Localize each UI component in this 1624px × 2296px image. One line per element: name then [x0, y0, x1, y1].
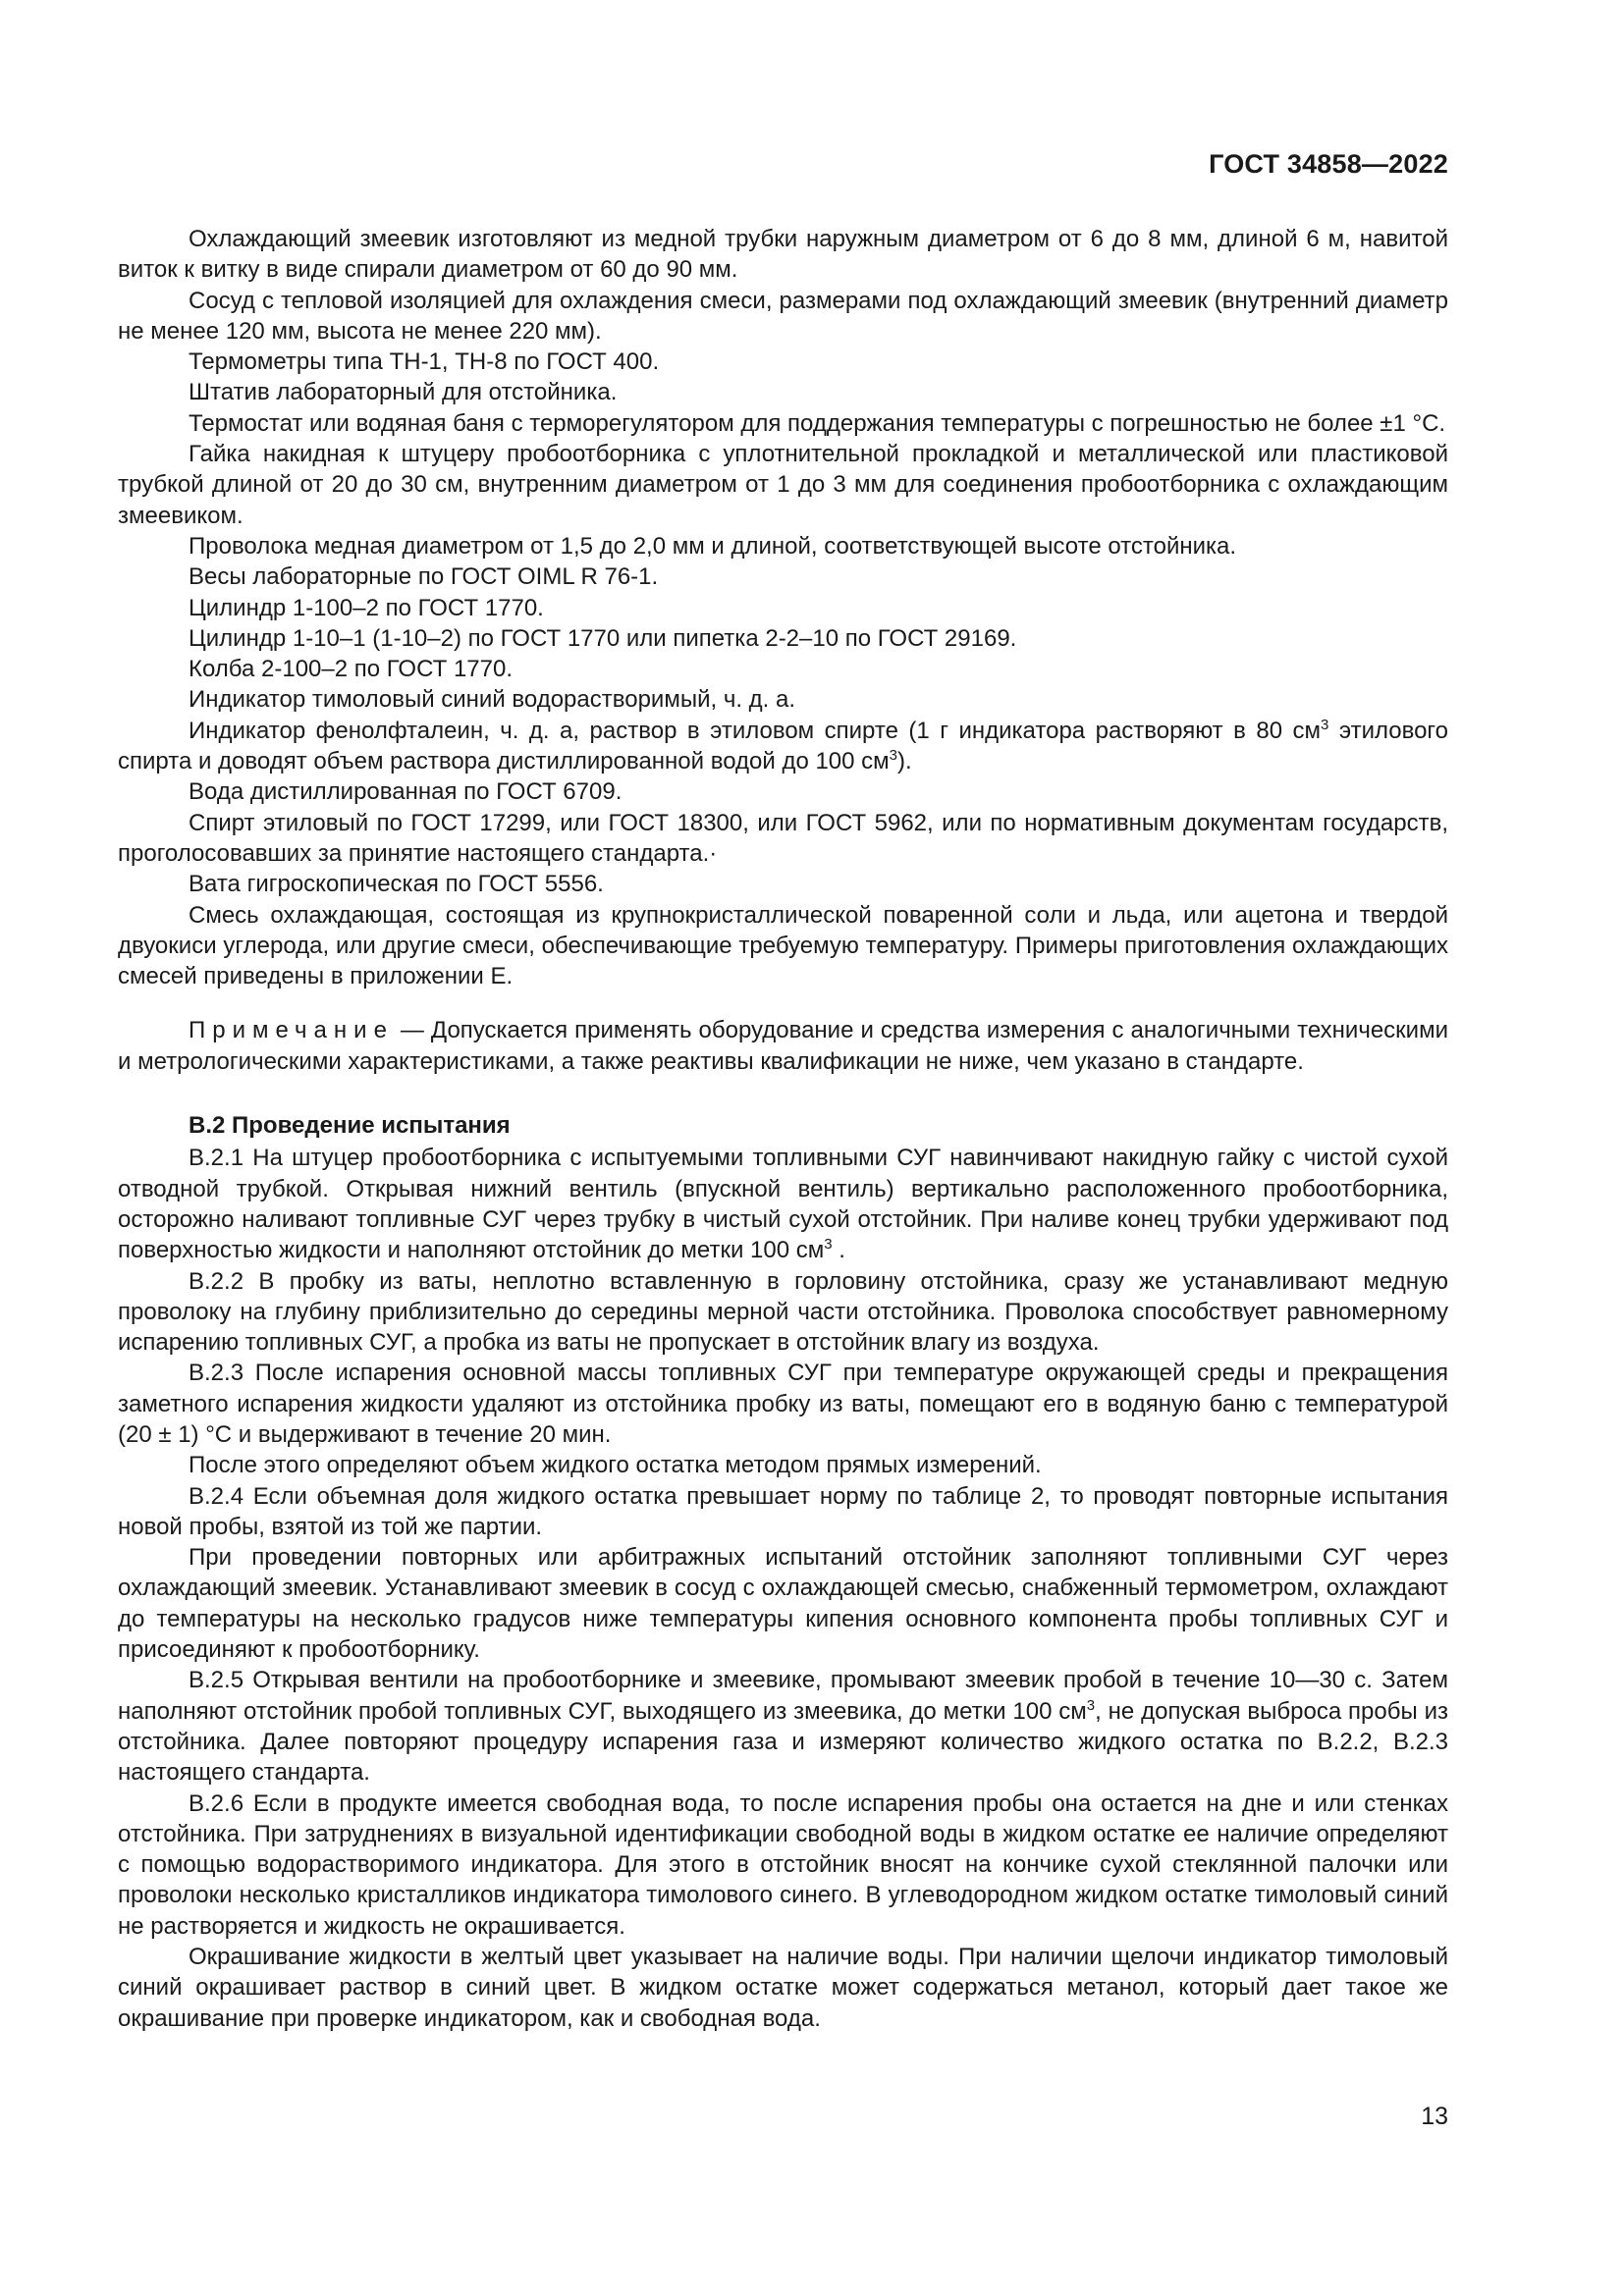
paragraph-b24: В.2.4 Если объемная доля жидкого остатка превышает норму по таблице 2, то проводят повторные испытания новой пробы, взятой из той же партии. [118, 1482, 1448, 1540]
paragraph-b23: В.2.3 После испарения основной массы топливных СУГ при температуре окружающей среды и прекращения заметного испарения жидкости удаляют из отстойника пробку из ваты, помещают его в водяную баню с температурой (20 ± 1) °С и выдерживают в течение 20 мин. [118, 1360, 1448, 1448]
paragraph-cotton-wool: Вата гигроскопическая по ГОСТ 5556. [189, 871, 604, 898]
note-label: Примечание [189, 1017, 394, 1044]
phenolphthalein-text-1: Индикатор фенолфталеин, ч. д. а, раствор в этиловом спирте (1 г индикатора растворяют в 80 см [189, 717, 1322, 744]
superscript-3: 3 [824, 1236, 833, 1254]
paragraph-nut: Гайка накидная к штуцеру пробоотборника с уплотнительной прокладкой и металлической или пластиковой трубкой длиной от 20 до 30 см, внутренним диаметром от 1 до 3 мм для соединения пробоотборника с охлаждающим змеевиком. [118, 441, 1448, 529]
superscript-3: 3 [889, 747, 898, 765]
paragraph-b26-coloring: Окрашивание жидкости в желтый цвет указывает на наличие воды. При наличии щелочи индикатор тимоловый синий окрашивает раствор в синий цвет. В жидком остатке может содержаться метанол, который дает такое же окрашивание при проверке индикатором, как и свободная вода. [118, 1944, 1448, 2032]
document-page [118, 0, 1448, 2296]
paragraph-b24-arbitration: При проведении повторных или арбитражных испытаний отстойник заполняют топливными СУГ через охлаждающий змеевик. Устанавливают змеевик в сосуд с охлаждающей смесью, снабженный термометром, охлаждают до температуры на несколько градусов ниже температуры кипения основного компонента пробы топливных СУГ и присоединяют к пробоотборнику. [118, 1544, 1448, 1664]
b25-text-end: , не допуская выброса пробы из отстойника. Далее повторяют процедуру испарения газа и измеряют количество жидкого остатка по В.2.2, В.2.3 настоящего стандарта. [118, 1697, 1448, 1787]
paragraph-thymol-indicator: Индикатор тимоловый синий водорастворимый, ч. д. а. [189, 686, 796, 714]
paragraph-b22: В.2.2 В пробку из ваты, неплотно вставленную в горловину отстойника, сразу же устанавливают медную проволоку на глубину приблизительно до середины мерной части отстойника. Проволока способствует равномерному испарению топливных СУГ, а пробка из ваты не пропускает в отстойник влагу из воздуха. [118, 1267, 1448, 1357]
paragraph-phenolphthalein [118, 716, 1448, 777]
paragraph-vessel: Сосуд с тепловой изоляцией для охлаждения смеси, размерами под охлаждающий змеевик (внутренний диаметр не менее 120 мм, высота не менее 220 мм). [118, 287, 1448, 345]
paragraph-thermometers: Термометры типа ТН-1, ТН-8 по ГОСТ 400. [189, 348, 660, 376]
paragraph-coil: Охлаждающий змеевик изготовляют из медной трубки наружным диаметром от 6 до 8 мм, длиной 6 м, навитой виток к витку в виде спирали диаметром от 60 до 90 мм. [118, 226, 1448, 284]
paragraph-scales: Весы лабораторные по ГОСТ OIML R 76-1. [189, 563, 659, 591]
b21-text: В.2.1 На штуцер пробоотборника с испытуемыми топливными СУГ навинчивают накидную гайку с чистой сухой отводной трубкой. Открывая нижний вентиль (впускной вентиль) вертикально расположенного пробоотборника, осторожно наливают топливные СУГ через трубку в чистый сухой отстойник. При наливе конец трубки удерживают под поверхностью жидкости и наполняют отстойник до метки 100 см [118, 1145, 1448, 1264]
paragraph-cylinder-10: Цилиндр 1-10–1 (1-10–2) по ГОСТ 1770 или пипетка 2-2–10 по ГОСТ 29169. [189, 624, 1017, 652]
b21-text-end: . [832, 1237, 845, 1264]
document-body [118, 224, 1448, 2034]
paragraph-thermostat: Термостат или водяная баня с терморегулятором для поддержания температуры с погрешностью не более ±1 °С. [189, 409, 1446, 437]
superscript-3: 3 [1086, 1696, 1096, 1714]
paragraph-b25 [118, 1665, 1448, 1788]
phenolphthalein-text-3: ). [897, 748, 912, 775]
paragraph-ethyl-alcohol: Спирт этиловый по ГОСТ 17299, или ГОСТ 18300, или ГОСТ 5962, или по нормативным документам государств, проголосовавших за принятие настоящего стандарта.· [118, 809, 1448, 867]
page-number: 13 [1421, 2103, 1448, 2130]
paragraph-stand: Штатив лабораторный для отстойника. [189, 379, 618, 406]
document-id-header: ГОСТ 34858—2022 [1209, 149, 1448, 179]
paragraph-b21 [118, 1143, 1448, 1265]
section-heading: В.2 Проведение испытания [189, 1112, 511, 1140]
phenolphthalein-text-2: этилового спирта и доводят объем раствора дистиллированной водой до 100 см [118, 717, 1449, 775]
b25-text: В.2.5 Открывая вентили на пробоотборнике и змеевике, промывают змеевик пробой в течение 10—30 с. Затем наполняют отстойник пробой топливных СУГ, выходящего из змеевика, до метки 100 см [118, 1667, 1448, 1725]
superscript-3: 3 [1321, 716, 1329, 733]
note-text: — Допускается применять оборудование и средства измерения с аналогичными техническими и метрологическими характеристиками, а также реактивы квалификации не ниже, чем указано в стандарте. [118, 1017, 1448, 1075]
paragraph-distilled-water: Вода дистиллированная по ГОСТ 6709. [189, 778, 623, 806]
paragraph-b26: В.2.6 Если в продукте имеется свободная вода, то после испарения пробы она остается на дне и или стенках отстойника. При затруднениях в визуальной идентификации свободной воды в жидком остатке ее наличие определяют с помощью водорастворимого индикатора. Для этого в отстойник вносят на кончике сухой стеклянной палочки или проволоки несколько кристалликов индикатора тимолового синего. В углеводородном жидком остатке тимоловый синий не растворяется и жидкость не окрашивается. [118, 1789, 1448, 1940]
note-paragraph [118, 1015, 1448, 1077]
paragraph-wire: Проволока медная диаметром от 1,5 до 2,0 мм и длиной, соответствующей высоте отстойника. [189, 532, 1237, 560]
paragraph-b23-volume: После этого определяют объем жидкого остатка методом прямых измерений. [189, 1452, 1042, 1479]
paragraph-flask: Колба 2-100–2 по ГОСТ 1770. [189, 656, 514, 683]
paragraph-cooling-mixture: Смесь охлаждающая, состоящая из крупнокристаллической поваренной соли и льда, или ацетона и твердой двуокиси углерода, или другие смеси, обеспечивающие требуемую температуру. Примеры приготовления охлаждающих смесей приведены в приложении Е. [118, 901, 1448, 990]
paragraph-cylinder-100: Цилиндр 1-100–2 по ГОСТ 1770. [189, 594, 544, 621]
